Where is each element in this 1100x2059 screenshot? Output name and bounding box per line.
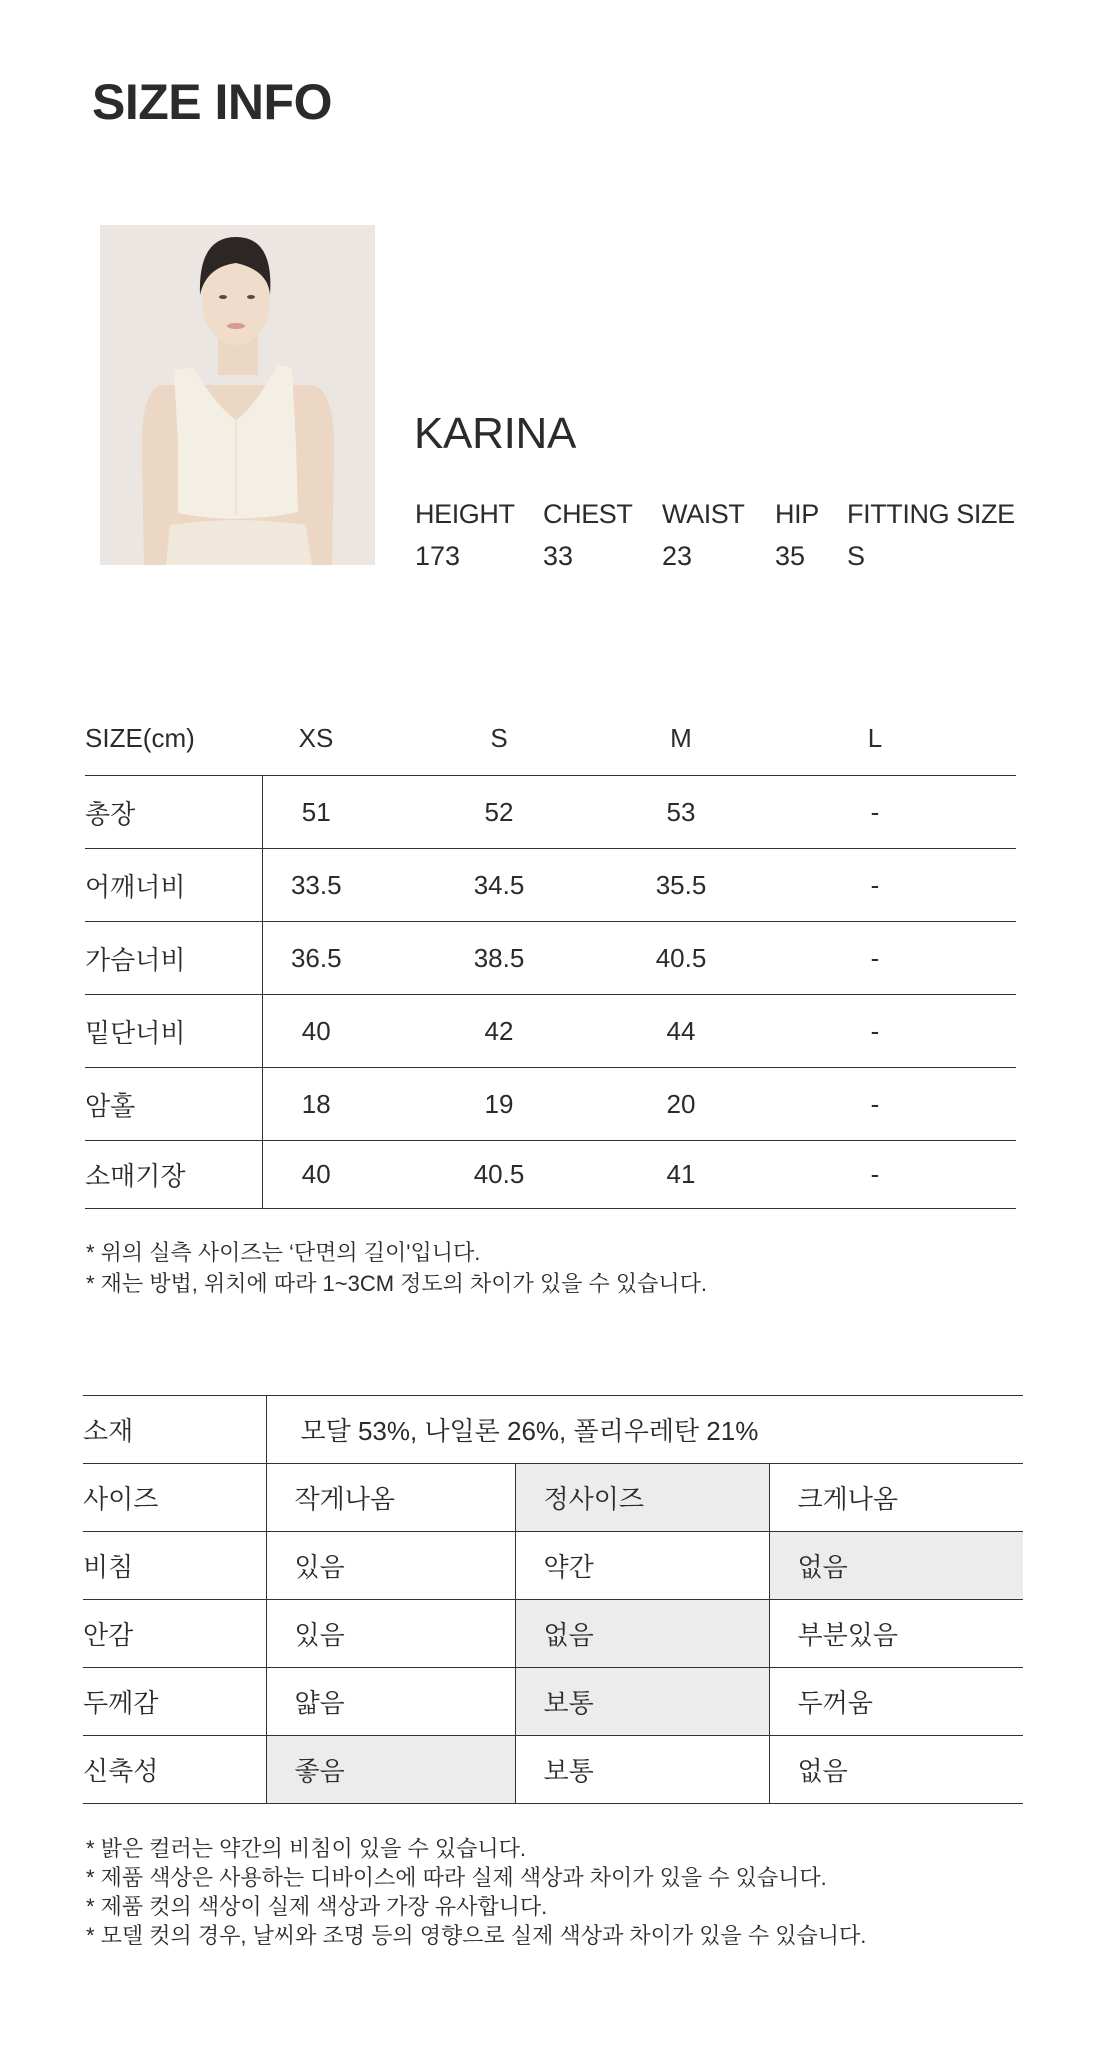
table-cell: - (734, 1141, 1016, 1209)
option-cell-selected: 정사이즈 (515, 1464, 769, 1532)
material-value: 모달 53%, 나일론 26%, 폴리우레탄 21% (266, 1396, 1023, 1464)
row-label: 총장 (85, 776, 262, 849)
table-cell: - (734, 922, 1016, 995)
material-table (83, 1395, 1023, 1804)
row-label: 신축성 (83, 1736, 266, 1804)
care-notes (86, 1834, 866, 1950)
table-row (85, 922, 1016, 995)
table-cell: 34.5 (370, 849, 628, 922)
table-cell: 36.5 (262, 922, 370, 995)
stat-value: 35 (775, 541, 806, 571)
option-cell: 있음 (266, 1532, 515, 1600)
table-cell: 20 (628, 1068, 734, 1141)
note-line: * 제품 색상은 사용하는 디바이스에 따라 실제 색상과 차이가 있을 수 있습니다. (86, 1865, 827, 1890)
row-label: 안감 (83, 1600, 266, 1668)
table-cell: - (734, 995, 1016, 1068)
page-title: SIZE INFO (92, 74, 332, 130)
header-cell: SIZE(cm) (85, 723, 195, 753)
option-cell: 약간 (515, 1532, 769, 1600)
table-cell: 33.5 (262, 849, 370, 922)
row-label: 소재 (83, 1396, 266, 1464)
table-cell: 44 (628, 995, 734, 1068)
row-label: 어깨너비 (85, 849, 262, 922)
note-line: * 제품 컷의 색상이 실제 색상과 가장 유사합니다. (86, 1894, 548, 1919)
material-row (83, 1396, 1023, 1464)
row-label: 소매기장 (85, 1141, 262, 1209)
option-cell: 얇음 (266, 1668, 515, 1736)
option-cell-selected: 없음 (515, 1600, 769, 1668)
stat-height (415, 496, 515, 574)
stat-label: FITTING SIZE (847, 499, 1015, 529)
row-label: 두께감 (83, 1668, 266, 1736)
table-row (83, 1532, 1023, 1600)
option-cell: 보통 (515, 1736, 769, 1804)
table-cell: - (734, 849, 1016, 922)
size-table (85, 702, 1016, 1209)
stat-label: HIP (775, 499, 819, 529)
option-cell: 작게나옴 (266, 1464, 515, 1532)
stat-hip (775, 496, 819, 574)
table-row (83, 1736, 1023, 1804)
option-cell: 없음 (769, 1736, 1023, 1804)
table-row (85, 1141, 1016, 1209)
option-cell-selected: 없음 (769, 1532, 1023, 1600)
stat-value: S (847, 541, 866, 571)
table-row (83, 1668, 1023, 1736)
table-row (83, 1464, 1023, 1532)
table-cell: 18 (262, 1068, 370, 1141)
size-table-header (85, 702, 1016, 776)
stat-chest (543, 496, 633, 574)
table-row (85, 995, 1016, 1068)
table-cell: 38.5 (370, 922, 628, 995)
table-cell: - (734, 776, 1016, 849)
model-name: KARINA (414, 409, 577, 458)
table-row (83, 1600, 1023, 1668)
table-cell: 51 (262, 776, 370, 849)
option-cell: 크게나옴 (769, 1464, 1023, 1532)
stat-value: 173 (415, 541, 461, 571)
option-cell: 있음 (266, 1600, 515, 1668)
table-cell: 40.5 (628, 922, 734, 995)
table-cell: 35.5 (628, 849, 734, 922)
option-cell: 부분있음 (769, 1600, 1023, 1668)
model-photo (100, 225, 375, 565)
note-line: * 밝은 컬러는 약간의 비침이 있을 수 있습니다. (86, 1836, 526, 1861)
table-row (85, 1068, 1016, 1141)
table-cell: 42 (370, 995, 628, 1068)
table-cell: 19 (370, 1068, 628, 1141)
header-cell: XS (298, 723, 334, 753)
row-label: 암홀 (85, 1068, 262, 1141)
note-line: * 모델 컷의 경우, 날씨와 조명 등의 영향으로 실제 색상과 차이가 있을 수 있습니다. (86, 1923, 867, 1948)
option-cell-selected: 좋음 (266, 1736, 515, 1804)
option-cell-selected: 보통 (515, 1668, 769, 1736)
stat-label: HEIGHT (415, 499, 515, 529)
stat-value: 23 (662, 541, 693, 571)
table-cell: 40 (262, 1141, 370, 1209)
stat-fitting-size (847, 496, 1015, 574)
stat-value: 33 (543, 541, 574, 571)
row-label: 비침 (83, 1532, 266, 1600)
table-cell: 40 (262, 995, 370, 1068)
note-line: * 위의 실측 사이즈는 ‘단면의 길이'입니다. (86, 1240, 481, 1265)
note-line: * 재는 방법, 위치에 따라 1~3CM 정도의 차이가 있을 수 있습니다. (86, 1271, 707, 1296)
size-notes (86, 1237, 707, 1299)
table-cell: - (734, 1068, 1016, 1141)
stat-label: CHEST (543, 499, 633, 529)
table-cell: 52 (370, 776, 628, 849)
header-cell: L (867, 723, 883, 753)
table-row (85, 776, 1016, 849)
stat-label: WAIST (662, 499, 745, 529)
table-cell: 40.5 (370, 1141, 628, 1209)
row-label: 가슴너비 (85, 922, 262, 995)
header-cell: M (670, 723, 692, 753)
table-cell: 53 (628, 776, 734, 849)
option-cell: 두꺼움 (769, 1668, 1023, 1736)
table-cell: 41 (628, 1141, 734, 1209)
stat-waist (662, 496, 745, 574)
row-label: 사이즈 (83, 1464, 266, 1532)
header-cell: S (490, 723, 508, 753)
row-label: 밑단너비 (85, 995, 262, 1068)
table-row (85, 849, 1016, 922)
